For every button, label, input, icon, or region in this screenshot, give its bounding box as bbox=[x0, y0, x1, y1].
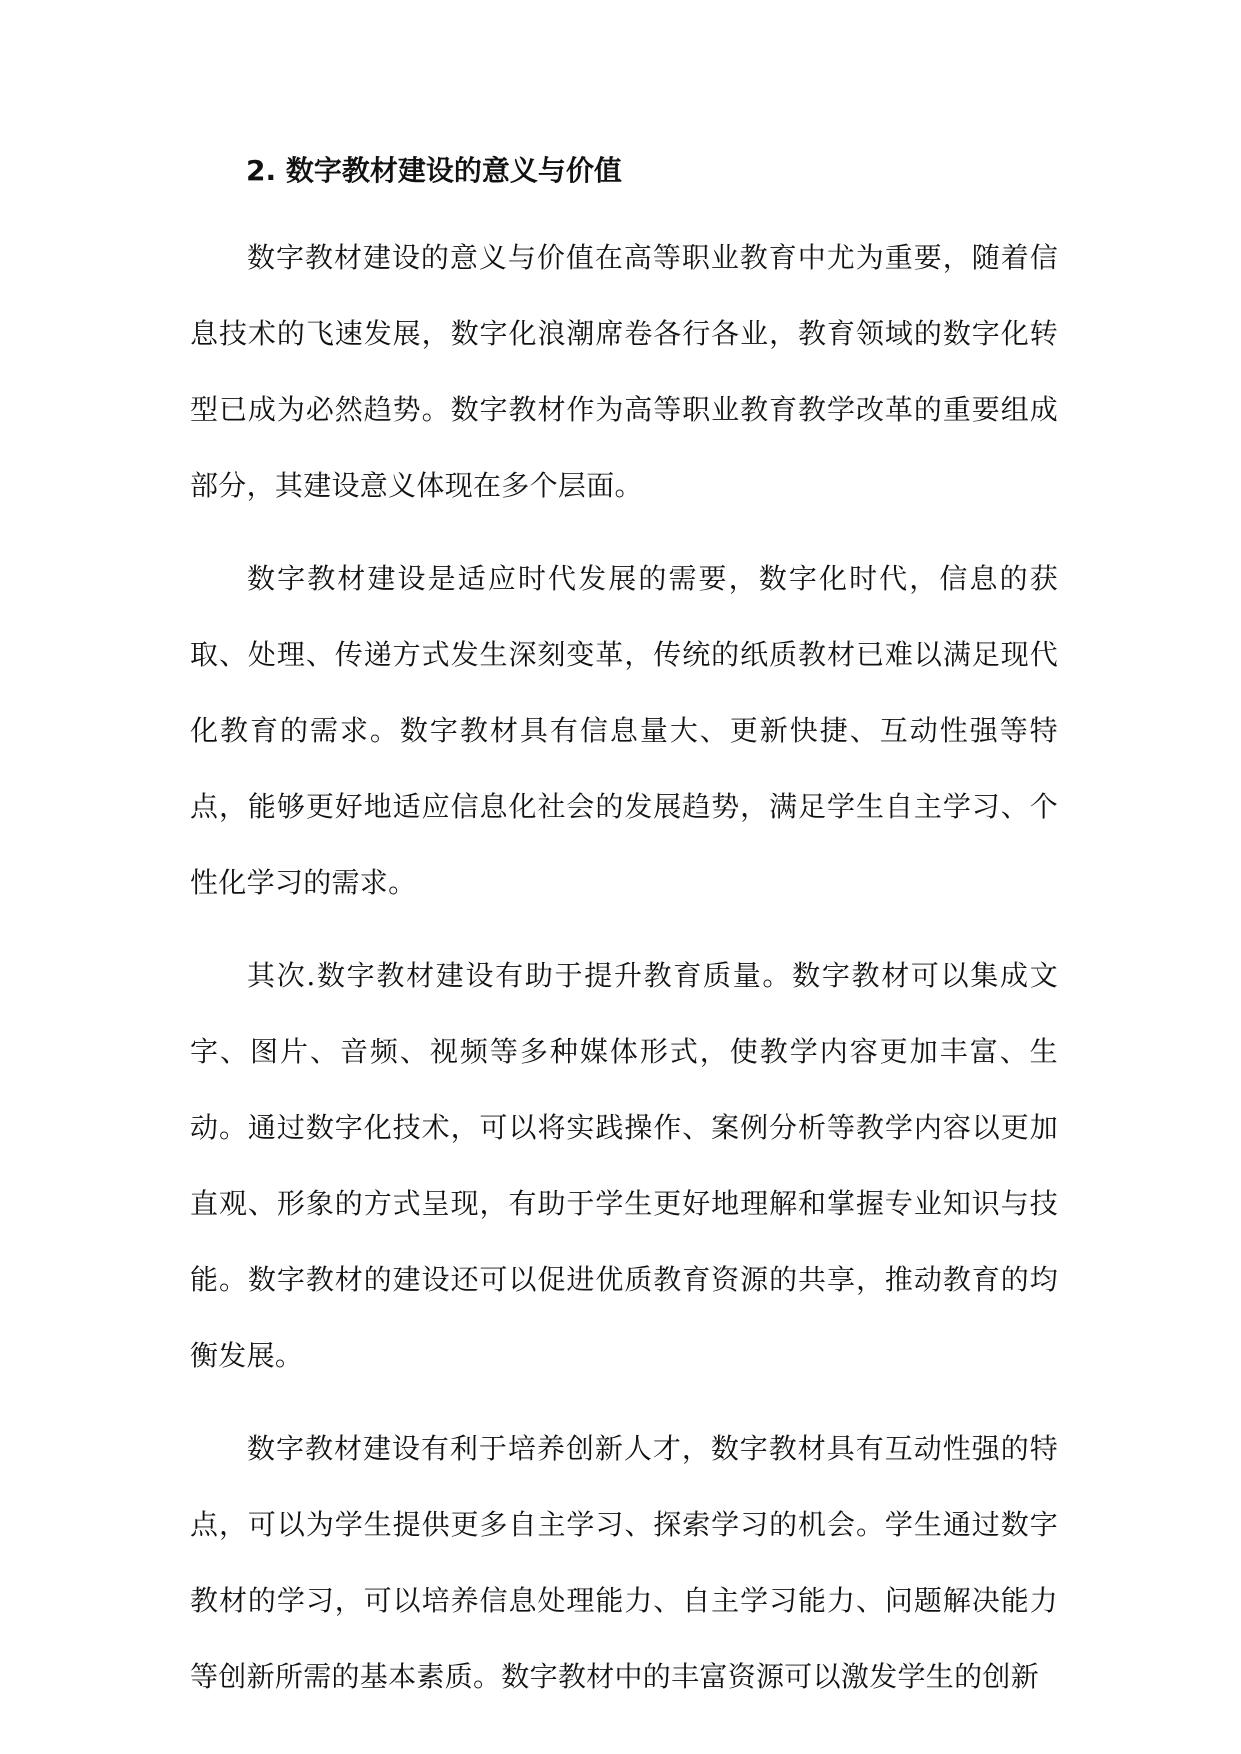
section-heading: 2. 数字教材建设的意义与价值 bbox=[246, 154, 622, 187]
document-body bbox=[190, 146, 1058, 1732]
paragraph-1: 数字教材建设的意义与价值在高等职业教育中尤为重要，随着信息技术的飞速发展，数字化浪潮席卷各行各业，教育领域的数字化转型已成为必然趋势。数字教材作为高等职业教育教学改革的重要组成部分，其建设意义体现在多个层面。 bbox=[190, 241, 1058, 502]
paragraph-3: 其次.数字教材建设有助于提升教育质量。数字教材可以集成文字、图片、音频、视频等多种媒体形式，使教学内容更加丰富、生动。通过数字化技术，可以将实践操作、案例分析等教学内容以更加直观、形象的方式呈现，有助于学生更好地理解和掌握专业知识与技能。数字教材的建设还可以促进优质教育资源的共享，推动教育的均衡发展。 bbox=[190, 959, 1058, 1372]
paragraph-4: 数字教材建设有利于培养创新人才，数字教材具有互动性强的特点，可以为学生提供更多自主学习、探索学习的机会。学生通过数字教材的学习，可以培养信息处理能力、自主学习能力、问题解决能力等创新所需的基本素质。数字教材中的丰富资源可以激发学生的创新 bbox=[190, 1432, 1058, 1693]
paragraph-2: 数字教材建设是适应时代发展的需要，数字化时代，信息的获取、处理、传递方式发生深刻变革，传统的纸质教材已难以满足现代化教育的需求。数字教材具有信息量大、更新快捷、互动性强等特点，能够更好地适应信息化社会的发展趋势，满足学生自主学习、个性化学习的需求。 bbox=[190, 562, 1058, 899]
